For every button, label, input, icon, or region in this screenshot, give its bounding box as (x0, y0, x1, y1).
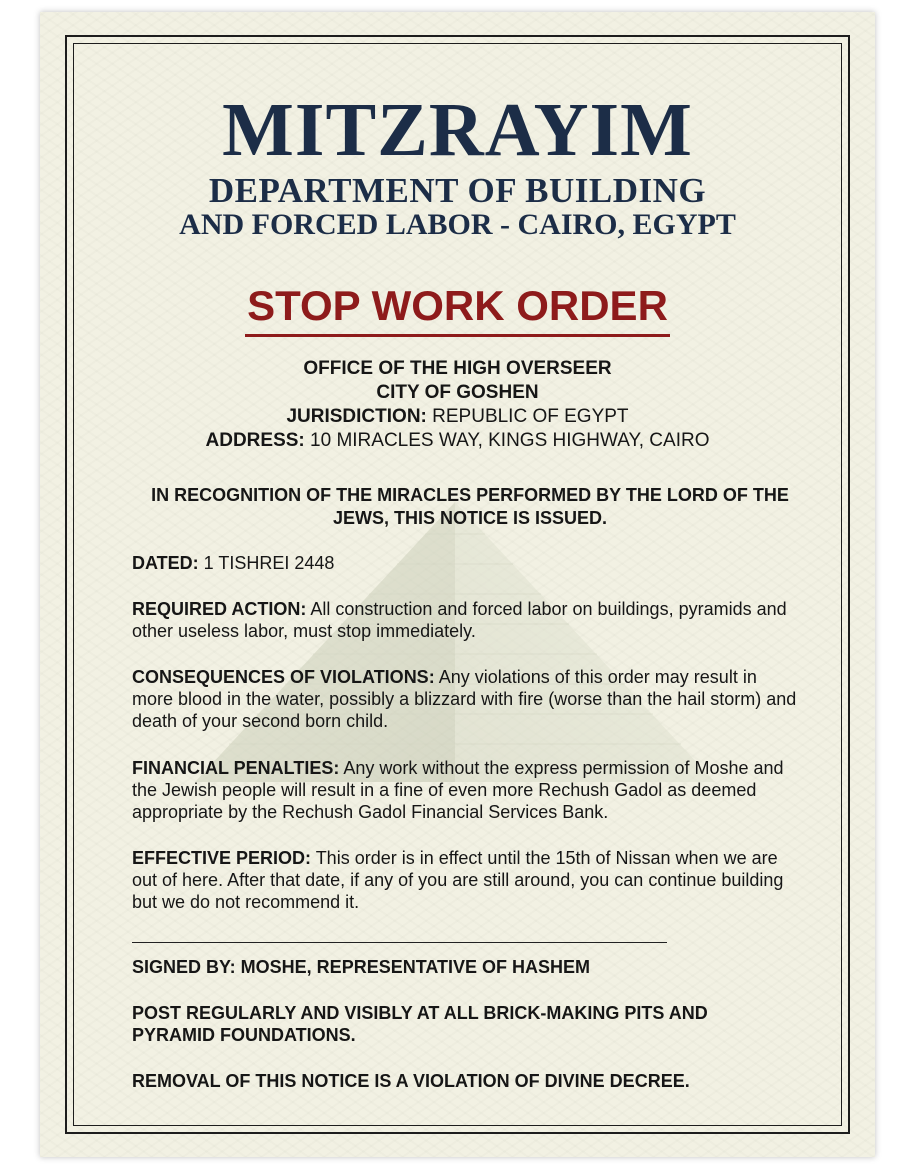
required-action-text: All construction and forced labor on buildings, pyramids and other useless labor, must stop immediately. (132, 599, 787, 641)
order-title: STOP WORK ORDER (245, 282, 670, 337)
office-block (40, 357, 875, 453)
effective-period-label: EFFECTIVE PERIOD: (132, 848, 312, 868)
financial-penalties-paragraph (132, 757, 802, 823)
notice-content (40, 12, 875, 1157)
required-action-label: REQUIRED ACTION: (132, 599, 307, 619)
effective-period-paragraph (132, 847, 802, 913)
agency-subtitle-line2: AND FORCED LABOR - CAIRO, EGYPT (179, 208, 736, 241)
agency-subtitle-line1: DEPARTMENT OF BUILDING (208, 171, 707, 210)
dated-value: 1 TISHREI 2448 (198, 553, 335, 573)
recognition-statement: IN RECOGNITION OF THE MIRACLES PERFORMED BY THE LORD OF THE JEWS, THIS NOTICE IS ISSUED. (151, 485, 789, 528)
office-name: OFFICE OF THE HIGH OVERSEER (303, 358, 612, 379)
jurisdiction-value: REPUBLIC OF EGYPT (426, 406, 629, 427)
financial-penalties-text: Any work without the express permission of Moshe and the Jewish people will result in a fine of even more Rechush Gadol as deemed appropriate by the Rechush Gadol Financial Services Bank. (132, 758, 784, 822)
notice-document (40, 12, 875, 1157)
signature-line (132, 942, 667, 943)
order-title-wrap (40, 282, 875, 337)
jurisdiction-label: JURISDICTION: (286, 406, 427, 427)
financial-penalties-label: FINANCIAL PENALTIES: (132, 758, 340, 778)
signed-by: SIGNED BY: MOSHE, REPRESENTATIVE OF HASHEM (132, 957, 591, 977)
dated-line (132, 552, 802, 574)
agency-title: MITZRAYIM (222, 88, 693, 172)
address-label: ADDRESS: (205, 430, 305, 451)
address-value: 10 MIRACLES WAY, KINGS HIGHWAY, CAIRO (304, 430, 710, 451)
required-action-paragraph (132, 598, 802, 642)
jurisdiction-line (40, 405, 875, 429)
consequences-paragraph (132, 666, 802, 732)
address-line (40, 429, 875, 453)
consequences-text: Any violations of this order may result in more blood in the water, possibly a blizzard with fire (worse than the hail storm) and death of your second born child. (132, 667, 797, 731)
office-city: CITY OF GOSHEN (376, 382, 539, 403)
posting-instructions: POST REGULARLY AND VISIBLY AT ALL BRICK-MAKING PITS AND PYRAMID FOUNDATIONS. (132, 1003, 708, 1045)
consequences-label: CONSEQUENCES OF VIOLATIONS: (132, 667, 435, 687)
effective-period-text: This order is in effect until the 15th of Nissan when we are out of here. After that date, if any of you are still around, you can continue building but we do not recommend it. (132, 848, 784, 912)
dated-label: DATED: (132, 553, 199, 573)
removal-warning: REMOVAL OF THIS NOTICE IS A VIOLATION OF DIVINE DECREE. (132, 1071, 690, 1091)
